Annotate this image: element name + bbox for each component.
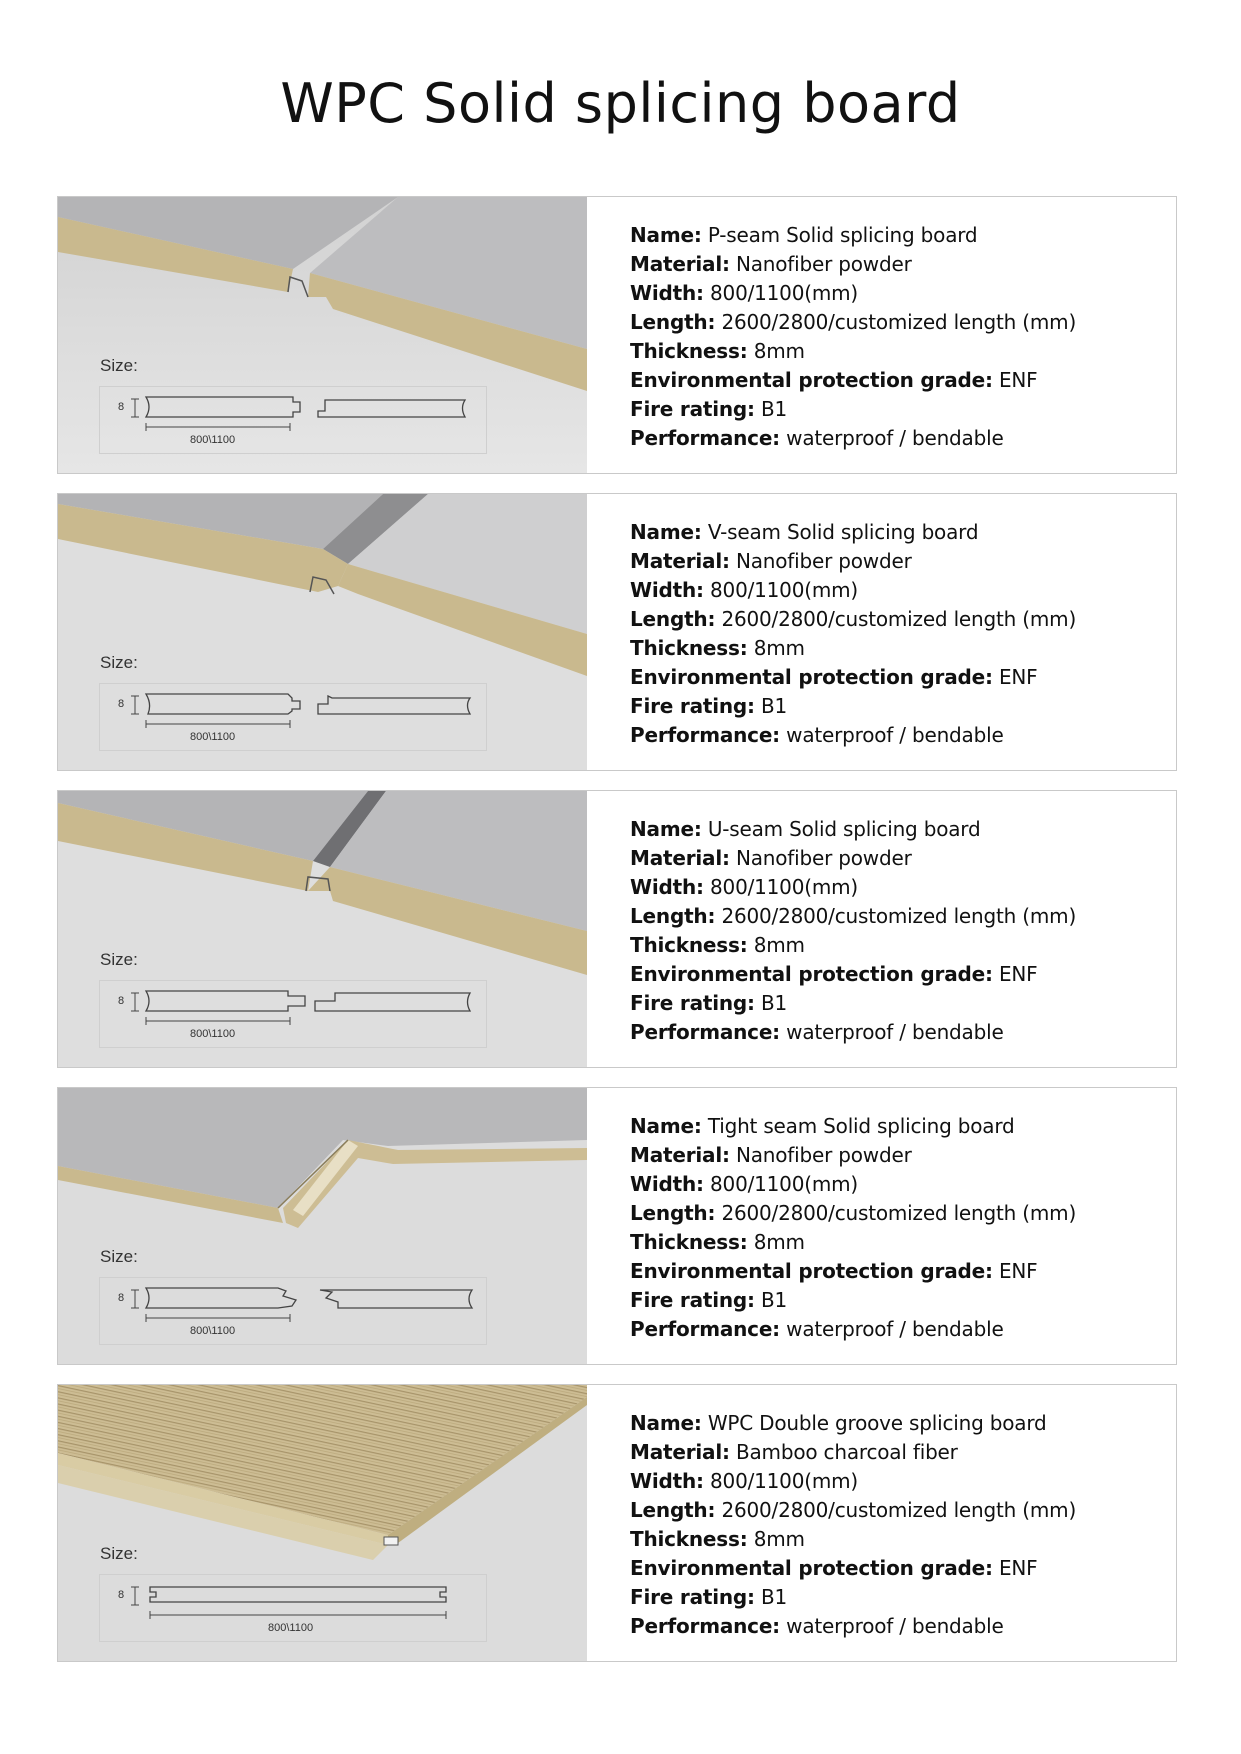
size-diagram xyxy=(99,980,487,1048)
spec-list xyxy=(630,815,1160,1047)
spec-thickness: Thickness: 8mm xyxy=(630,339,805,363)
spec-performance: Performance: waterproof / bendable xyxy=(630,1614,1004,1638)
spec-width: Width: 800/1100(mm) xyxy=(630,1469,858,1493)
size-label: Size: xyxy=(100,950,138,969)
spec-list xyxy=(630,518,1160,750)
spec-fire-rating: Fire rating: B1 xyxy=(630,991,788,1015)
thickness-dimension: 8 xyxy=(118,1292,125,1304)
spec-name: Name: WPC Double groove splicing board xyxy=(630,1411,1047,1435)
spec-material: Material: Nanofiber powder xyxy=(630,252,912,276)
spec-thickness: Thickness: 8mm xyxy=(630,1527,805,1551)
spec-width: Width: 800/1100(mm) xyxy=(630,281,858,305)
product-card-tight-seam xyxy=(57,1087,1177,1365)
spec-fire-rating: Fire rating: B1 xyxy=(630,1585,788,1609)
spec-material: Material: Bamboo charcoal fiber xyxy=(630,1440,958,1464)
spec-thickness: Thickness: 8mm xyxy=(630,1230,805,1254)
spec-name: Name: V-seam Solid splicing board xyxy=(630,520,979,544)
spec-list xyxy=(630,1112,1160,1344)
size-label: Size: xyxy=(100,356,138,375)
size-diagram xyxy=(99,1574,487,1642)
spec-length: Length: 2600/2800/customized length (mm) xyxy=(630,1201,1077,1225)
spec-length: Length: 2600/2800/customized length (mm) xyxy=(630,1498,1077,1522)
spec-list xyxy=(630,1409,1160,1641)
thickness-dimension: 8 xyxy=(118,401,125,413)
spec-fire-rating: Fire rating: B1 xyxy=(630,694,788,718)
spec-performance: Performance: waterproof / bendable xyxy=(630,426,1004,450)
spec-name: Name: P-seam Solid splicing board xyxy=(630,223,978,247)
size-diagram xyxy=(99,1277,487,1345)
spec-fire-rating: Fire rating: B1 xyxy=(630,1288,788,1312)
width-dimension: 800\1100 xyxy=(190,1028,236,1040)
spec-performance: Performance: waterproof / bendable xyxy=(630,723,1004,747)
spec-length: Length: 2600/2800/customized length (mm) xyxy=(630,904,1077,928)
product-render-p-seam xyxy=(58,197,587,473)
page-title: WPC Solid splicing board xyxy=(280,72,961,135)
spec-env-grade: Environmental protection grade: ENF xyxy=(630,1259,1038,1283)
product-render-u-seam xyxy=(58,791,587,1067)
spec-length: Length: 2600/2800/customized length (mm) xyxy=(630,310,1077,334)
spec-thickness: Thickness: 8mm xyxy=(630,636,805,660)
spec-env-grade: Environmental protection grade: ENF xyxy=(630,962,1038,986)
product-card-u-seam xyxy=(57,790,1177,1068)
spec-performance: Performance: waterproof / bendable xyxy=(630,1020,1004,1044)
spec-width: Width: 800/1100(mm) xyxy=(630,578,858,602)
spec-thickness: Thickness: 8mm xyxy=(630,933,805,957)
spec-length: Length: 2600/2800/customized length (mm) xyxy=(630,607,1077,631)
spec-material: Material: Nanofiber powder xyxy=(630,549,912,573)
thickness-dimension: 8 xyxy=(118,1589,125,1601)
spec-performance: Performance: waterproof / bendable xyxy=(630,1317,1004,1341)
thickness-dimension: 8 xyxy=(118,995,125,1007)
product-card-p-seam xyxy=(57,196,1177,474)
size-label: Size: xyxy=(100,1247,138,1266)
width-dimension: 800\1100 xyxy=(190,434,236,446)
size-diagram xyxy=(99,683,487,751)
product-render-double-groove xyxy=(58,1385,587,1661)
spec-list xyxy=(630,221,1160,453)
product-render-tight-seam xyxy=(58,1088,587,1364)
spec-name: Name: Tight seam Solid splicing board xyxy=(630,1114,1015,1138)
spec-name: Name: U-seam Solid splicing board xyxy=(630,817,981,841)
size-label: Size: xyxy=(100,1544,138,1563)
product-card-double-groove xyxy=(57,1384,1177,1662)
spec-width: Width: 800/1100(mm) xyxy=(630,875,858,899)
width-dimension: 800\1100 xyxy=(268,1622,314,1634)
product-render-v-seam xyxy=(58,494,587,770)
spec-fire-rating: Fire rating: B1 xyxy=(630,397,788,421)
width-dimension: 800\1100 xyxy=(190,731,236,743)
width-dimension: 800\1100 xyxy=(190,1325,236,1337)
spec-material: Material: Nanofiber powder xyxy=(630,1143,912,1167)
spec-material: Material: Nanofiber powder xyxy=(630,846,912,870)
size-diagram xyxy=(99,386,487,454)
spec-env-grade: Environmental protection grade: ENF xyxy=(630,1556,1038,1580)
size-label: Size: xyxy=(100,653,138,672)
spec-env-grade: Environmental protection grade: ENF xyxy=(630,665,1038,689)
product-card-v-seam xyxy=(57,493,1177,771)
spec-env-grade: Environmental protection grade: ENF xyxy=(630,368,1038,392)
thickness-dimension: 8 xyxy=(118,698,125,710)
spec-width: Width: 800/1100(mm) xyxy=(630,1172,858,1196)
